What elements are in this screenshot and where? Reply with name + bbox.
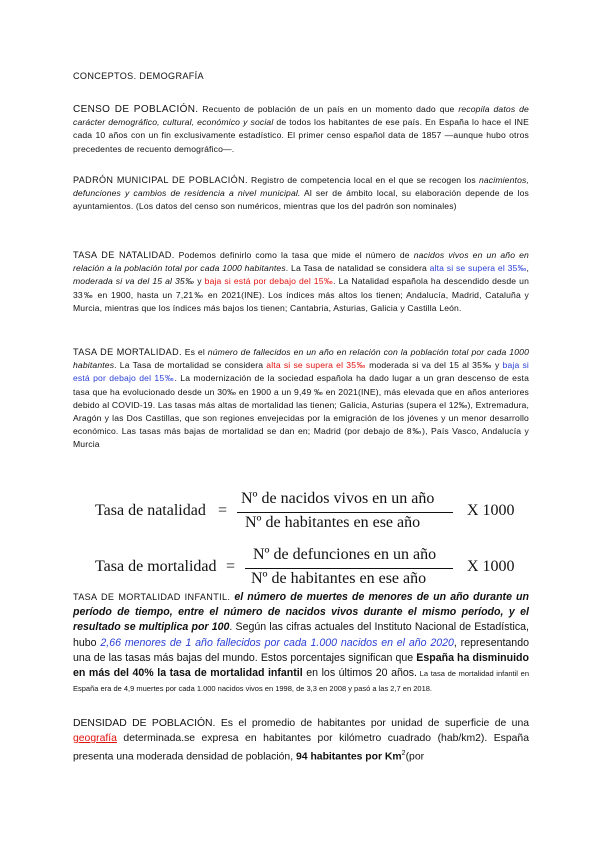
formula-mortalidad — [73, 546, 529, 590]
mortalidad-paragraph: TASA DE MORTALIDAD. Es el número de fallecidos en un año en relación con la población total por cada 1000 habitantes. La Tasa de mortalidad se considera alta si se supera el 35‰ moderada si va del 15 al 35‰ y baja si está por debajo del 15‰. La modernización de la sociedad española ha dado lugar a un gran descenso de esta tasa que ha evolucionado desde un 30‰ en 1900 a un 9,49 ‰ en 2021(INE), más elevada que en años anteriores debido al COVID-19. Las tasas más altas de mortalidad las tienen; Galicia, Asturias (supera el 12‰), Extremadura, Aragón y las Dos Castillas, que son regiones envejecidas por la emigración de los jóvenes y un menor desarrollo económico. Las tasas más bajas de mortalidad se dan en; Madrid (por debajo de 8‰), País Vasco, Andalucía y Murcia — [73, 347, 529, 450]
natalidad-high: alta si se supera el 35‰ — [429, 263, 527, 274]
formula-mortalidad-bar — [245, 568, 453, 569]
infantil-paragraph: TASA DE MORTALIDAD INFANTIL. el número de muertes de menores de un año durante un período de tiempo, entre el número de nacidos vivos durante el mismo período, y el resultado se multiplica por 100. Según las cifras actuales del Instituto Nacional de Estadística, hubo 2,66 menores de 1 año fallecidos por cada 1.000 nacidos en el año 2020, representando una de las tasas más bajas del mundo. Estos porcentajes significan que España ha disminuido en más del 40% la tasa de mortalidad infantil en los últimos 20 años. La tasa de mortalidad infantil en España era de 4,9 muertes por cada 1.000 nacidos vivos en 1998, de 3,3 en 2008 y pasó a las 2,7 en 2018. — [73, 591, 529, 694]
censo-term: CENSO DE POBLACIÓN. — [73, 104, 199, 115]
infantil-highlight: España ha disminuido en más del 40% la tasa de mortalidad infantil — [73, 651, 529, 680]
mortalidad-high: alta si se supera el 35‰ — [266, 360, 366, 371]
formula-mortalidad-label: Tasa de mortalidad — [95, 558, 217, 575]
formula-mortalidad-multiplier: X 1000 — [467, 558, 515, 575]
natalidad-term: TASA DE NATALIDAD. — [73, 250, 175, 260]
formula-natalidad-numerator: Nº de nacidos vivos en un año — [241, 490, 435, 507]
formula-mortalidad-equals: = — [226, 558, 236, 575]
densidad-paragraph: DENSIDAD DE POBLACIÓN. Es el promedio de habitantes por unidad de superficie de una geografía determinada.se expresa en habitantes por kilómetro cuadrado (hab/km2). España presenta una moderada densidad de población, 94 habitantes por Km$^2$(por — [73, 718, 530, 763]
padron-term: PADRÓN MUNICIPAL DE POBLACIÓN. — [73, 175, 248, 185]
infantil-note: La tasa de mortalidad infantil en España era de 4,9 muertes por cada 1.000 nacidos vivos en 1998, de 3,3 en 2008 y pasó a las 2,7 en 2018. — [73, 669, 529, 694]
mortalidad-low: baja si está por debajo del 15‰ — [73, 360, 529, 384]
densidad-term: DENSIDAD DE POBLACIÓN. — [73, 718, 216, 729]
formula-mortalidad-numerator: Nº de defunciones en un año — [253, 546, 437, 563]
formula-natalidad-bar — [237, 512, 453, 513]
formula-natalidad-denominator: Nº de habitantes en ese año — [245, 514, 421, 531]
formula-natalidad — [73, 490, 529, 534]
formula-natalidad-multiplier: X 1000 — [467, 502, 515, 519]
page-title: CONCEPTOS. DEMOGRAFÍA — [73, 71, 204, 81]
formula-natalidad-label: Tasa de natalidad — [95, 502, 206, 519]
natalidad-low: baja si está por debajo del 15‰ — [204, 276, 334, 287]
infantil-stat: 2,66 menores de 1 año fallecidos por cada 1.000 nacidos en el año 2020 — [100, 636, 454, 649]
infantil-term: TASA DE MORTALIDAD INFANTIL. — [73, 592, 231, 602]
censo-paragraph: CENSO DE POBLACIÓN. Recuento de población de un país en un momento dado que recopila datos de carácter demográfico, cultural, económico y social de todos los habitantes de ese país. En España lo hace el INE cada 10 años con un fin exclusivamente estadístico. El primer censo español data de 1857 —aunque hubo otros precedentes de recuento demográfico—. — [73, 104, 529, 154]
formula-natalidad-equals: = — [218, 502, 228, 519]
natalidad-paragraph: TASA DE NATALIDAD. Podemos definirlo como la tasa que mide el número de nacidos vivos en un año en relación a la población total por cada 1000 habitantes. La Tasa de natalidad se considera alta si se supera el 35‰, moderada si va del 15 al 35‰ y baja si está por debajo del 15‰. La Natalidad española ha descendido desde un 33‰ en 1900, hasta un 7,21‰ en 2021(INE). Los índices más altos los tienen; Andalucía, Madrid, Cataluña y Murcia, mientras que los índices más bajos los tienen; Cantabria, Asturias, Galicia y Castilla León. — [73, 250, 530, 313]
geografia-link[interactable]: geografía — [73, 733, 117, 744]
infantil-definition: el número de muertes de menores de un año durante un período de tiempo, entre el número de nacidos vivos durante el mismo período, y el resultado se multiplica por 100 — [73, 591, 529, 634]
mortalidad-term: TASA DE MORTALIDAD. — [73, 347, 182, 357]
padron-paragraph: PADRÓN MUNICIPAL DE POBLACIÓN. Registro de competencia local en el que se recogen los nacimientos, defunciones y cambios de residencia a nivel municipal. Al ser de ámbito local, su elaboración depende de los ayuntamientos. (Los datos del censo son numéricos, mientras que los del padrón son nominales) — [73, 175, 529, 212]
formula-mortalidad-denominator: Nº de habitantes en ese año — [251, 570, 427, 587]
